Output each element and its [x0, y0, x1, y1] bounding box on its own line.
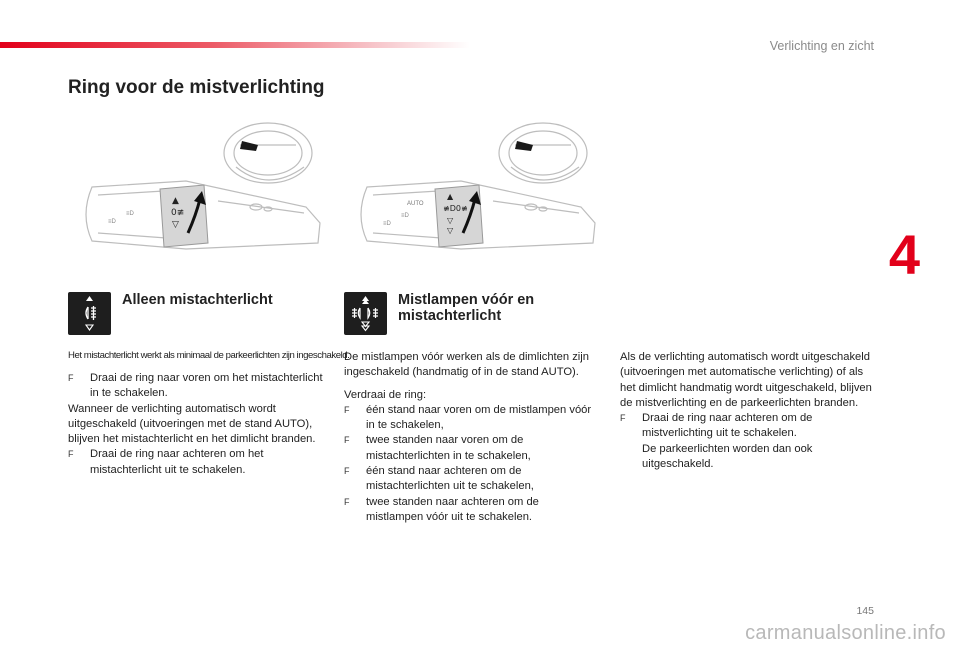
list-item: F twee standen naar achteren om de mistlampen vóór uit te schakelen.	[344, 495, 539, 523]
list-item: F twee standen naar voren om de mistachterlichten in te schakelen,	[344, 434, 531, 462]
middle-lead: Verdraai de ring:	[344, 388, 427, 401]
bullet-glyph: F	[68, 449, 74, 460]
list-item: F één stand naar achteren om de mistachterlichten uit te schakelen,	[344, 465, 534, 493]
list-item: F één stand naar voren om de mistlampen vóór in te schakelen,	[344, 403, 592, 432]
left-note: Het mistachterlicht werkt als minimaal de parkeerlichten zijn ingeschakeld.	[68, 350, 350, 361]
svg-text:≡D: ≡D	[383, 221, 391, 227]
right-paragraph: Als de verlichting automatisch wordt uitgeschakeld (uitvoeringen met automatische verlichting) of als het dimlicht handmatig wordt uitgeschakeld, blijven de mistverlichting en de parkeerlichten branden.	[620, 351, 872, 409]
left-column-text	[68, 371, 326, 478]
middle-column-text	[344, 350, 598, 525]
svg-text:▽: ▽	[172, 220, 179, 230]
bullet-glyph: F	[68, 373, 74, 383]
page-title: Ring voor de mistverlichting	[68, 77, 325, 98]
bullet-glyph: F	[620, 413, 626, 424]
list-item: F Draai de ring naar achteren om de mistverlichting uit te schakelen. De parkeerlichten worden dan ook uitgeschakeld.	[620, 412, 813, 471]
svg-text:▽: ▽	[447, 216, 454, 225]
right-column-text	[620, 350, 872, 472]
bullet-glyph: F	[344, 466, 350, 477]
watermark: carmanualsonline.info	[745, 622, 946, 644]
bullet-glyph: F	[344, 404, 350, 415]
chapter-number: 4	[888, 223, 920, 286]
auto-label: AUTO	[407, 201, 424, 207]
svg-text:≡D: ≡D	[401, 213, 409, 219]
svg-text:▽: ▽	[447, 226, 454, 235]
svg-text:0≢: 0≢	[171, 208, 185, 218]
svg-text:▲: ▲	[447, 192, 454, 201]
svg-text:≡D: ≡D	[108, 219, 116, 225]
list-item: F Draai de ring naar achteren om het mistachterlicht uit te schakelen.	[68, 448, 264, 476]
svg-text:≢D0≢: ≢D0≢	[443, 204, 468, 213]
bullet-glyph: F	[344, 435, 350, 446]
illustration-stalk-front-rear-fog	[343, 115, 605, 265]
page-number: 145	[856, 605, 874, 617]
svg-text:▲: ▲	[172, 196, 179, 206]
left-section-title: Alleen mistachterlicht	[122, 292, 273, 308]
left-paragraph: Wanneer de verlichting automatisch wordt uitgeschakeld (uitvoeringen met de stand AUTO), blijven het mistachterlicht en het dimlicht branden.	[68, 402, 316, 446]
front-rear-fog-light-icon	[344, 292, 387, 335]
middle-section-title: Mistlampen vóór en mistachterlicht	[398, 292, 535, 324]
bullet-glyph: F	[344, 496, 350, 507]
illustration-stalk-rear-fog	[68, 115, 330, 265]
middle-intro: De mistlampen vóór werken als de dimlichten zijn ingeschakeld (handmatig of in de stand AUTO).	[344, 351, 589, 379]
list-item: F Draai de ring naar voren om het mistachterlicht in te schakelen.	[68, 372, 323, 400]
svg-text:≡D: ≡D	[126, 211, 134, 217]
header-accent-bar	[0, 42, 470, 48]
rear-fog-light-icon	[68, 292, 111, 335]
section-header: Verlichting en zicht	[769, 39, 874, 53]
